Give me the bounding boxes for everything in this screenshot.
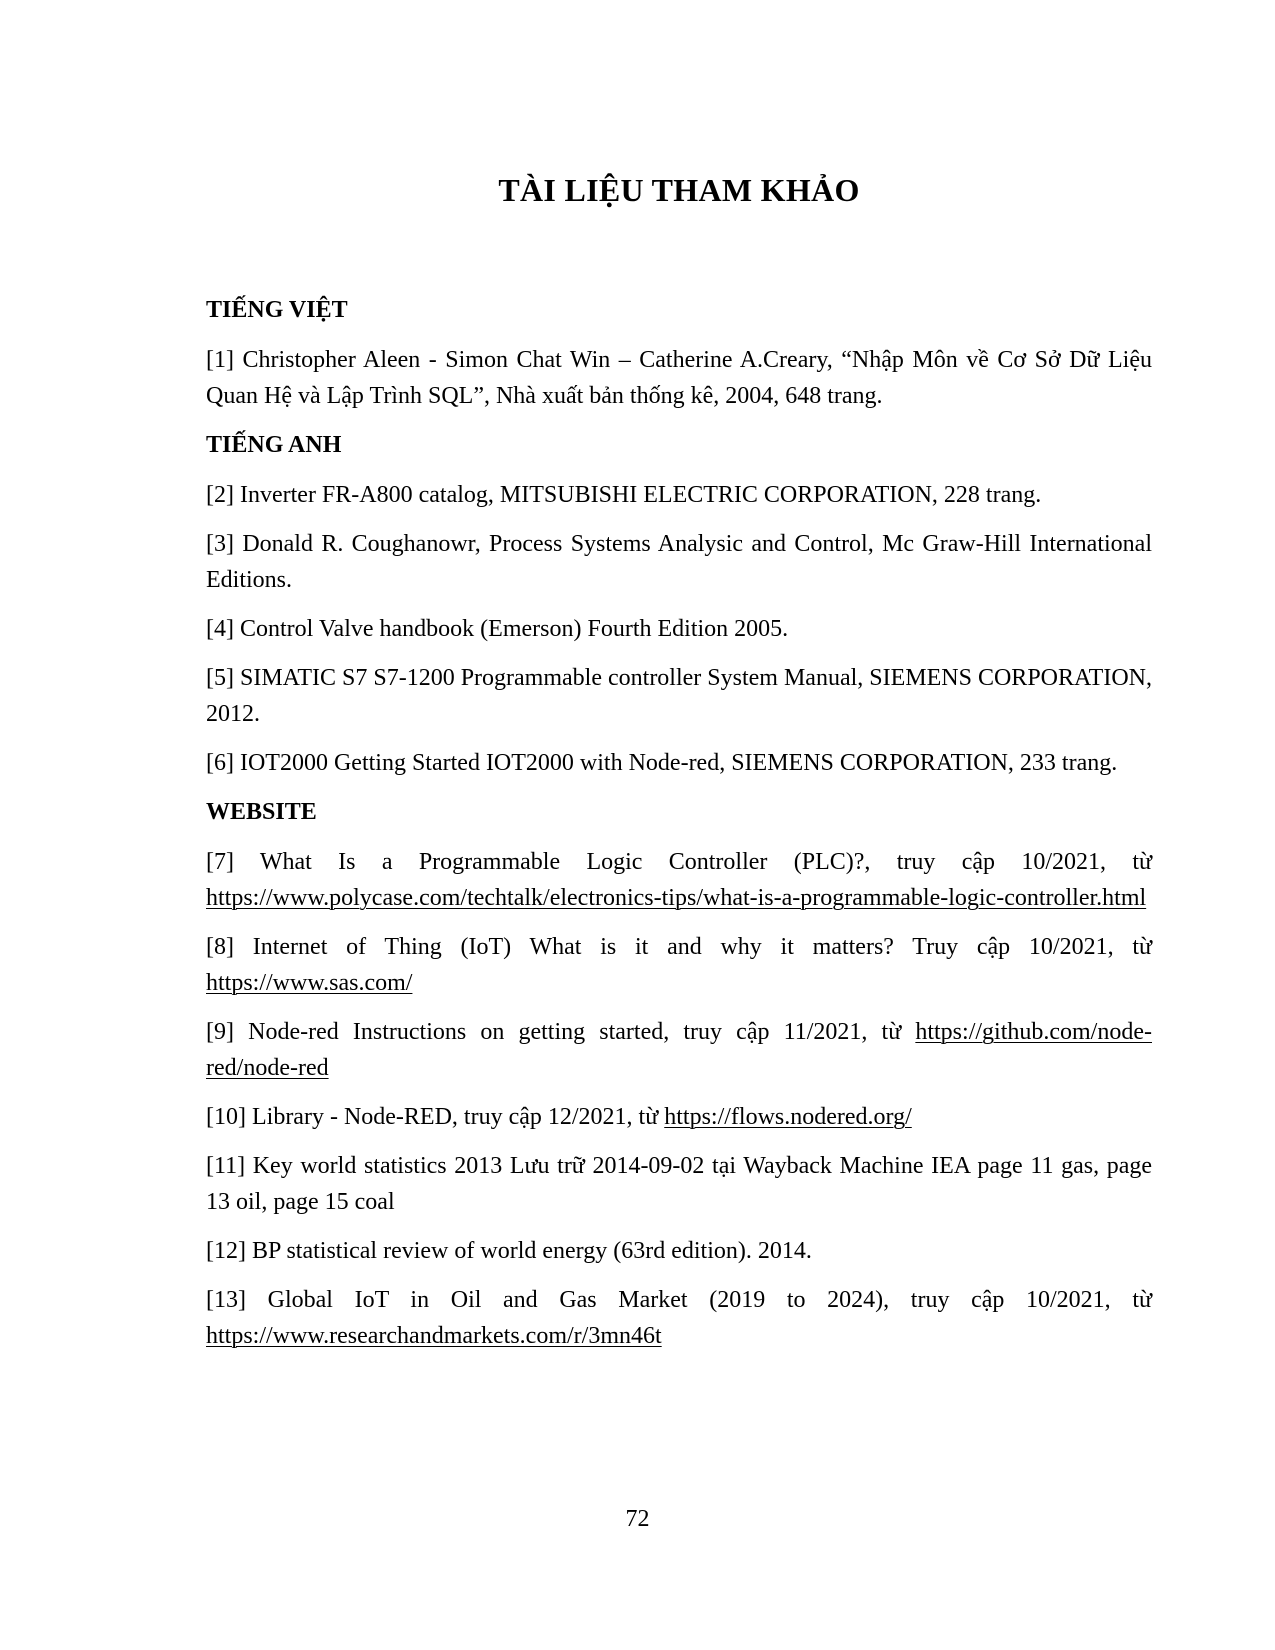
reference-4 (206, 611, 1152, 647)
reference-8 (206, 929, 1152, 1001)
reference-7 (206, 844, 1152, 916)
reference-11 (206, 1148, 1152, 1220)
section-heading-vietnamese: TIẾNG VIỆT (206, 297, 348, 323)
reference-5 (206, 660, 1152, 732)
reference-text: [9] Node-red Instructions on getting started, truy cập 11/2021, từ (206, 1019, 916, 1045)
reference-text: [12] BP statistical review of world energy (63rd edition). 2014. (206, 1238, 812, 1264)
page-title: TÀI LIỆU THAM KHẢO (498, 172, 860, 208)
reference-text: [11] Key world statistics 2013 Lưu trữ 2014-09-02 tại Wayback Machine IEA page 11 gas, page 13 oil, page 15 coal (206, 1153, 1152, 1215)
page-number: 72 (625, 1506, 650, 1532)
reference-10 (206, 1099, 1152, 1135)
reference-link[interactable]: https://www.polycase.com/techtalk/electronics-tips/what-is-a-programmable-logic-controller.html (206, 885, 1147, 911)
reference-text: [3] Donald R. Coughanowr, Process Systems Analysic and Control, Mc Graw-Hill International Editions. (206, 531, 1152, 593)
reference-12 (206, 1233, 1152, 1269)
reference-text: [2] Inverter FR-A800 catalog, MITSUBISHI ELECTRIC CORPORATION, 228 trang. (206, 482, 1042, 508)
reference-text: [5] SIMATIC S7 S7-1200 Programmable controller System Manual, SIEMENS CORPORATION, 2012. (206, 665, 1152, 727)
reference-1 (206, 342, 1152, 414)
reference-text: [8] Internet of Thing (IoT) What is it and why it matters? Truy cập 10/2021, từ (206, 934, 1152, 960)
reference-link[interactable]: https://www.sas.com/ (206, 970, 413, 996)
reference-6 (206, 745, 1152, 781)
reference-9 (206, 1014, 1152, 1086)
reference-2 (206, 477, 1152, 513)
section-heading-website: WEBSITE (206, 799, 317, 825)
section-heading-english: TIẾNG ANH (206, 432, 342, 458)
reference-text: [1] Christopher Aleen - Simon Chat Win – Catherine A.Creary, “Nhập Môn về Cơ Sở Dữ Liệu Quan Hệ và Lập Trình SQL”, Nhà xuất bản thống kê, 2004, 648 trang. (206, 347, 1152, 409)
reference-link[interactable]: https://www.researchandmarkets.com/r/3mn46t (206, 1323, 662, 1349)
reference-link[interactable]: https://github.com/node-red/node-red (206, 1019, 1152, 1081)
reference-3 (206, 526, 1152, 598)
reference-text: [7] What Is a Programmable Logic Controller (PLC)?, truy cập 10/2021, từ (206, 849, 1152, 875)
reference-text: [4] Control Valve handbook (Emerson) Fourth Edition 2005. (206, 616, 789, 642)
reference-text: [13] Global IoT in Oil and Gas Market (2019 to 2024), truy cập 10/2021, từ (206, 1287, 1152, 1313)
reference-text: [6] IOT2000 Getting Started IOT2000 with Node-red, SIEMENS CORPORATION, 233 trang. (206, 750, 1118, 776)
reference-13 (206, 1282, 1152, 1354)
references-content (206, 292, 1152, 1367)
reference-link[interactable]: https://flows.nodered.org/ (664, 1104, 912, 1130)
reference-text: [10] Library - Node-RED, truy cập 12/2021, từ (206, 1104, 665, 1130)
